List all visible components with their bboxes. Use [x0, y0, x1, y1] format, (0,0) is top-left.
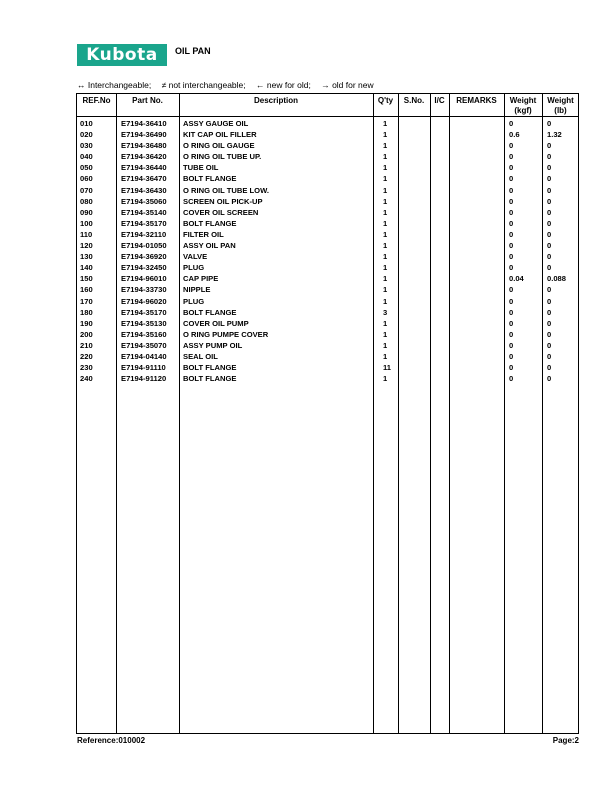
- table-row: [77, 251, 578, 262]
- cell-ref: 090: [80, 207, 93, 217]
- cell-ref: 070: [80, 185, 93, 195]
- cell-weight-lb: 0: [547, 185, 552, 195]
- cell-part-no: E7194-35140: [121, 207, 167, 217]
- cell-qty: 1: [383, 163, 388, 173]
- cell-weight-lb: 0: [547, 163, 552, 173]
- cell-description: PLUG: [183, 296, 205, 306]
- cell-description: BOLT FLANGE: [183, 218, 237, 228]
- legend: [77, 80, 382, 90]
- table-row: [77, 218, 578, 229]
- cell-ref: 180: [80, 307, 93, 317]
- cell-part-no: E7194-36470: [121, 174, 167, 184]
- cell-ref: 110: [80, 229, 93, 239]
- cell-weight-lb: 0: [547, 174, 552, 184]
- cell-part-no: E7194-36410: [121, 119, 167, 128]
- table-row: [77, 329, 578, 340]
- cell-ref: 020: [80, 130, 93, 140]
- table-row: [77, 318, 578, 329]
- cell-qty: 1: [383, 218, 388, 228]
- cell-weight-kgf: 0: [509, 296, 514, 306]
- cell-qty: 1: [383, 340, 388, 350]
- cell-weight-lb: 0: [547, 318, 552, 328]
- cell-qty: 1: [383, 152, 388, 162]
- cell-description: ASSY GAUGE OIL: [183, 119, 249, 128]
- cell-qty: 1: [383, 207, 388, 217]
- cell-weight-lb: 0: [547, 263, 552, 273]
- cell-ref: 050: [80, 163, 93, 173]
- cell-part-no: E7194-36420: [121, 152, 167, 162]
- cell-weight-kgf: 0: [509, 340, 514, 350]
- cell-part-no: E7194-32450: [121, 263, 167, 273]
- cell-description: COVER OIL PUMP: [183, 318, 249, 328]
- cell-weight-kgf: 0: [509, 218, 514, 228]
- cell-ref: 150: [80, 274, 93, 284]
- cell-weight-kgf: 0: [509, 241, 514, 251]
- cell-qty: 1: [383, 252, 388, 262]
- cell-weight-lb: 0: [547, 296, 552, 306]
- cell-description: BOLT FLANGE: [183, 363, 237, 373]
- table-row: [77, 129, 578, 140]
- cell-ref: 030: [80, 141, 93, 151]
- page-title: OIL PAN: [175, 46, 211, 56]
- cell-description: O RING OIL TUBE LOW.: [183, 185, 269, 195]
- cell-weight-lb: 0: [547, 351, 552, 361]
- cell-weight-kgf: 0: [509, 307, 514, 317]
- cell-qty: 1: [383, 274, 388, 284]
- col-header-remarks: REMARKS: [456, 96, 497, 105]
- table-row: [77, 229, 578, 240]
- legend-new-for-old: ← new for old;: [256, 80, 311, 90]
- cell-ref: 200: [80, 329, 93, 339]
- cell-description: NIPPLE: [183, 285, 211, 295]
- cell-weight-lb: 1.32: [547, 130, 562, 140]
- table-row: [77, 296, 578, 307]
- cell-weight-lb: 0: [547, 119, 552, 128]
- legend-old-for-new: → old for new: [321, 80, 374, 90]
- cell-ref: 160: [80, 285, 93, 295]
- cell-ref: 190: [80, 318, 93, 328]
- cell-weight-lb: 0: [547, 229, 552, 239]
- cell-ref: 140: [80, 263, 93, 273]
- table-row: [77, 162, 578, 173]
- cell-description: FILTER OIL: [183, 229, 224, 239]
- cell-weight-kgf: 0: [509, 363, 514, 373]
- cell-qty: 11: [383, 363, 392, 373]
- cell-qty: 1: [383, 374, 388, 384]
- cell-part-no: E7194-91120: [121, 374, 167, 384]
- cell-qty: 1: [383, 285, 388, 295]
- cell-weight-kgf: 0: [509, 119, 514, 128]
- col-header-qty: Q'ty: [377, 96, 394, 105]
- col-header-description: Description: [253, 96, 298, 105]
- table-body: [77, 118, 578, 384]
- table-row: [77, 362, 578, 373]
- cell-qty: 1: [383, 296, 388, 306]
- cell-ref: 040: [80, 152, 93, 162]
- cell-part-no: E7194-36920: [121, 252, 167, 262]
- cell-description: BOLT FLANGE: [183, 174, 237, 184]
- cell-weight-kgf: 0: [509, 152, 514, 162]
- cell-qty: 1: [383, 241, 388, 251]
- cell-part-no: E7194-35170: [121, 307, 167, 317]
- cell-ref: 170: [80, 296, 93, 306]
- header-divider: [77, 116, 578, 117]
- cell-weight-kgf: 0: [509, 207, 514, 217]
- cell-description: ASSY OIL PAN: [183, 241, 236, 251]
- cell-qty: 1: [383, 318, 388, 328]
- cell-part-no: E7194-33730: [121, 285, 167, 295]
- cell-ref: 060: [80, 174, 93, 184]
- cell-ref: 120: [80, 241, 93, 251]
- cell-part-no: E7194-35160: [121, 329, 167, 339]
- cell-part-no: E7194-36440: [121, 163, 167, 173]
- cell-description: O RING PUMPE COVER: [183, 329, 269, 339]
- cell-weight-lb: 0: [547, 329, 552, 339]
- col-header-weight-lb: Weight (lb): [547, 96, 574, 115]
- cell-weight-kgf: 0: [509, 318, 514, 328]
- table-row: [77, 340, 578, 351]
- cell-weight-kgf: 0: [509, 374, 514, 384]
- cell-part-no: E7194-35170: [121, 218, 167, 228]
- cell-ref: 080: [80, 196, 93, 206]
- cell-qty: 1: [383, 185, 388, 195]
- cell-description: O RING OIL GAUGE: [183, 141, 255, 151]
- table-row: [77, 185, 578, 196]
- cell-qty: 1: [383, 196, 388, 206]
- cell-weight-lb: 0: [547, 196, 552, 206]
- cell-weight-lb: 0: [547, 340, 552, 350]
- cell-weight-lb: 0.088: [547, 274, 567, 284]
- cell-description: TUBE OIL: [183, 163, 219, 173]
- cell-part-no: E7194-01050: [121, 241, 167, 251]
- cell-weight-kgf: 0: [509, 263, 514, 273]
- cell-part-no: E7194-35130: [121, 318, 167, 328]
- cell-qty: 1: [383, 130, 388, 140]
- legend-interchangeable: ↔ Interchangeable;: [77, 80, 152, 90]
- footer-reference: Reference:010002: [77, 736, 146, 745]
- cell-qty: 1: [383, 229, 388, 239]
- cell-weight-kgf: 0.04: [509, 274, 524, 284]
- cell-description: COVER OIL SCREEN: [183, 207, 259, 217]
- table-row: [77, 262, 578, 273]
- cell-weight-kgf: 0: [509, 163, 514, 173]
- table-row: [77, 207, 578, 218]
- cell-weight-lb: 0: [547, 307, 552, 317]
- cell-ref: 210: [80, 340, 93, 350]
- cell-description: VALVE: [183, 252, 208, 262]
- cell-description: ASSY PUMP OIL: [183, 340, 243, 350]
- cell-weight-kgf: 0: [509, 196, 514, 206]
- cell-part-no: E7194-36430: [121, 185, 167, 195]
- cell-weight-kgf: 0: [509, 252, 514, 262]
- table-row: [77, 140, 578, 151]
- cell-weight-kgf: 0: [509, 351, 514, 361]
- cell-weight-lb: 0: [547, 252, 552, 262]
- col-header-sno: S.No.: [403, 96, 425, 105]
- cell-qty: 1: [383, 141, 388, 151]
- table-row: [77, 373, 578, 384]
- cell-qty: 1: [383, 351, 388, 361]
- table-row: [77, 118, 578, 129]
- cell-weight-lb: 0: [547, 207, 552, 217]
- table-row: [77, 240, 578, 251]
- table-row: [77, 284, 578, 295]
- table-row: [77, 273, 578, 284]
- cell-part-no: E7194-32110: [121, 229, 167, 239]
- cell-description: BOLT FLANGE: [183, 307, 237, 317]
- cell-ref: 240: [80, 374, 93, 384]
- table-row: [77, 196, 578, 207]
- cell-part-no: E7194-96020: [121, 296, 167, 306]
- cell-weight-lb: 0: [547, 241, 552, 251]
- cell-ref: 130: [80, 252, 93, 262]
- cell-weight-kgf: 0: [509, 285, 514, 295]
- cell-description: PLUG: [183, 263, 205, 273]
- cell-qty: 1: [383, 119, 388, 128]
- cell-ref: 010: [80, 119, 93, 128]
- cell-qty: 3: [383, 307, 388, 317]
- cell-weight-lb: 0: [547, 374, 552, 384]
- cell-ref: 100: [80, 218, 93, 228]
- cell-weight-kgf: 0: [509, 141, 514, 151]
- cell-part-no: E7194-35060: [121, 196, 167, 206]
- cell-weight-kgf: 0: [509, 229, 514, 239]
- table-row: [77, 173, 578, 184]
- cell-weight-kgf: 0.6: [509, 130, 520, 140]
- cell-part-no: E7194-35070: [121, 340, 167, 350]
- cell-weight-lb: 0: [547, 285, 552, 295]
- col-header-weight-kgf: Weight (kgf): [509, 96, 537, 115]
- cell-description: BOLT FLANGE: [183, 374, 237, 384]
- cell-description: SCREEN OIL PICK-UP: [183, 196, 263, 206]
- cell-part-no: E7194-96010: [121, 274, 167, 284]
- parts-table: [76, 93, 579, 734]
- cell-part-no: E7194-36490: [121, 130, 167, 140]
- cell-description: SEAL OIL: [183, 351, 218, 361]
- cell-qty: 1: [383, 174, 388, 184]
- footer-page-number: Page:2: [552, 736, 579, 745]
- cell-qty: 1: [383, 263, 388, 273]
- cell-part-no: E7194-36480: [121, 141, 167, 151]
- cell-weight-lb: 0: [547, 152, 552, 162]
- table-row: [77, 151, 578, 162]
- cell-qty: 1: [383, 329, 388, 339]
- kubota-logo: Kubota: [77, 44, 167, 66]
- col-header-part: Part No.: [132, 96, 163, 105]
- table-row: [77, 351, 578, 362]
- col-header-ic: I/C: [434, 96, 445, 105]
- cell-description: CAP PIPE: [183, 274, 219, 284]
- table-row: [77, 307, 578, 318]
- cell-weight-lb: 0: [547, 141, 552, 151]
- cell-weight-kgf: 0: [509, 174, 514, 184]
- cell-ref: 230: [80, 363, 93, 373]
- cell-weight-kgf: 0: [509, 329, 514, 339]
- cell-description: O RING OIL TUBE UP.: [183, 152, 262, 162]
- cell-description: KIT CAP OIL FILLER: [183, 130, 257, 140]
- cell-weight-kgf: 0: [509, 185, 514, 195]
- cell-part-no: E7194-04140: [121, 351, 167, 361]
- legend-not-interchangeable: ≠ not interchangeable;: [161, 80, 246, 90]
- col-header-ref: REF.No: [82, 96, 111, 105]
- cell-ref: 220: [80, 351, 93, 361]
- cell-part-no: E7194-91110: [121, 363, 166, 373]
- cell-weight-lb: 0: [547, 363, 552, 373]
- cell-weight-lb: 0: [547, 218, 552, 228]
